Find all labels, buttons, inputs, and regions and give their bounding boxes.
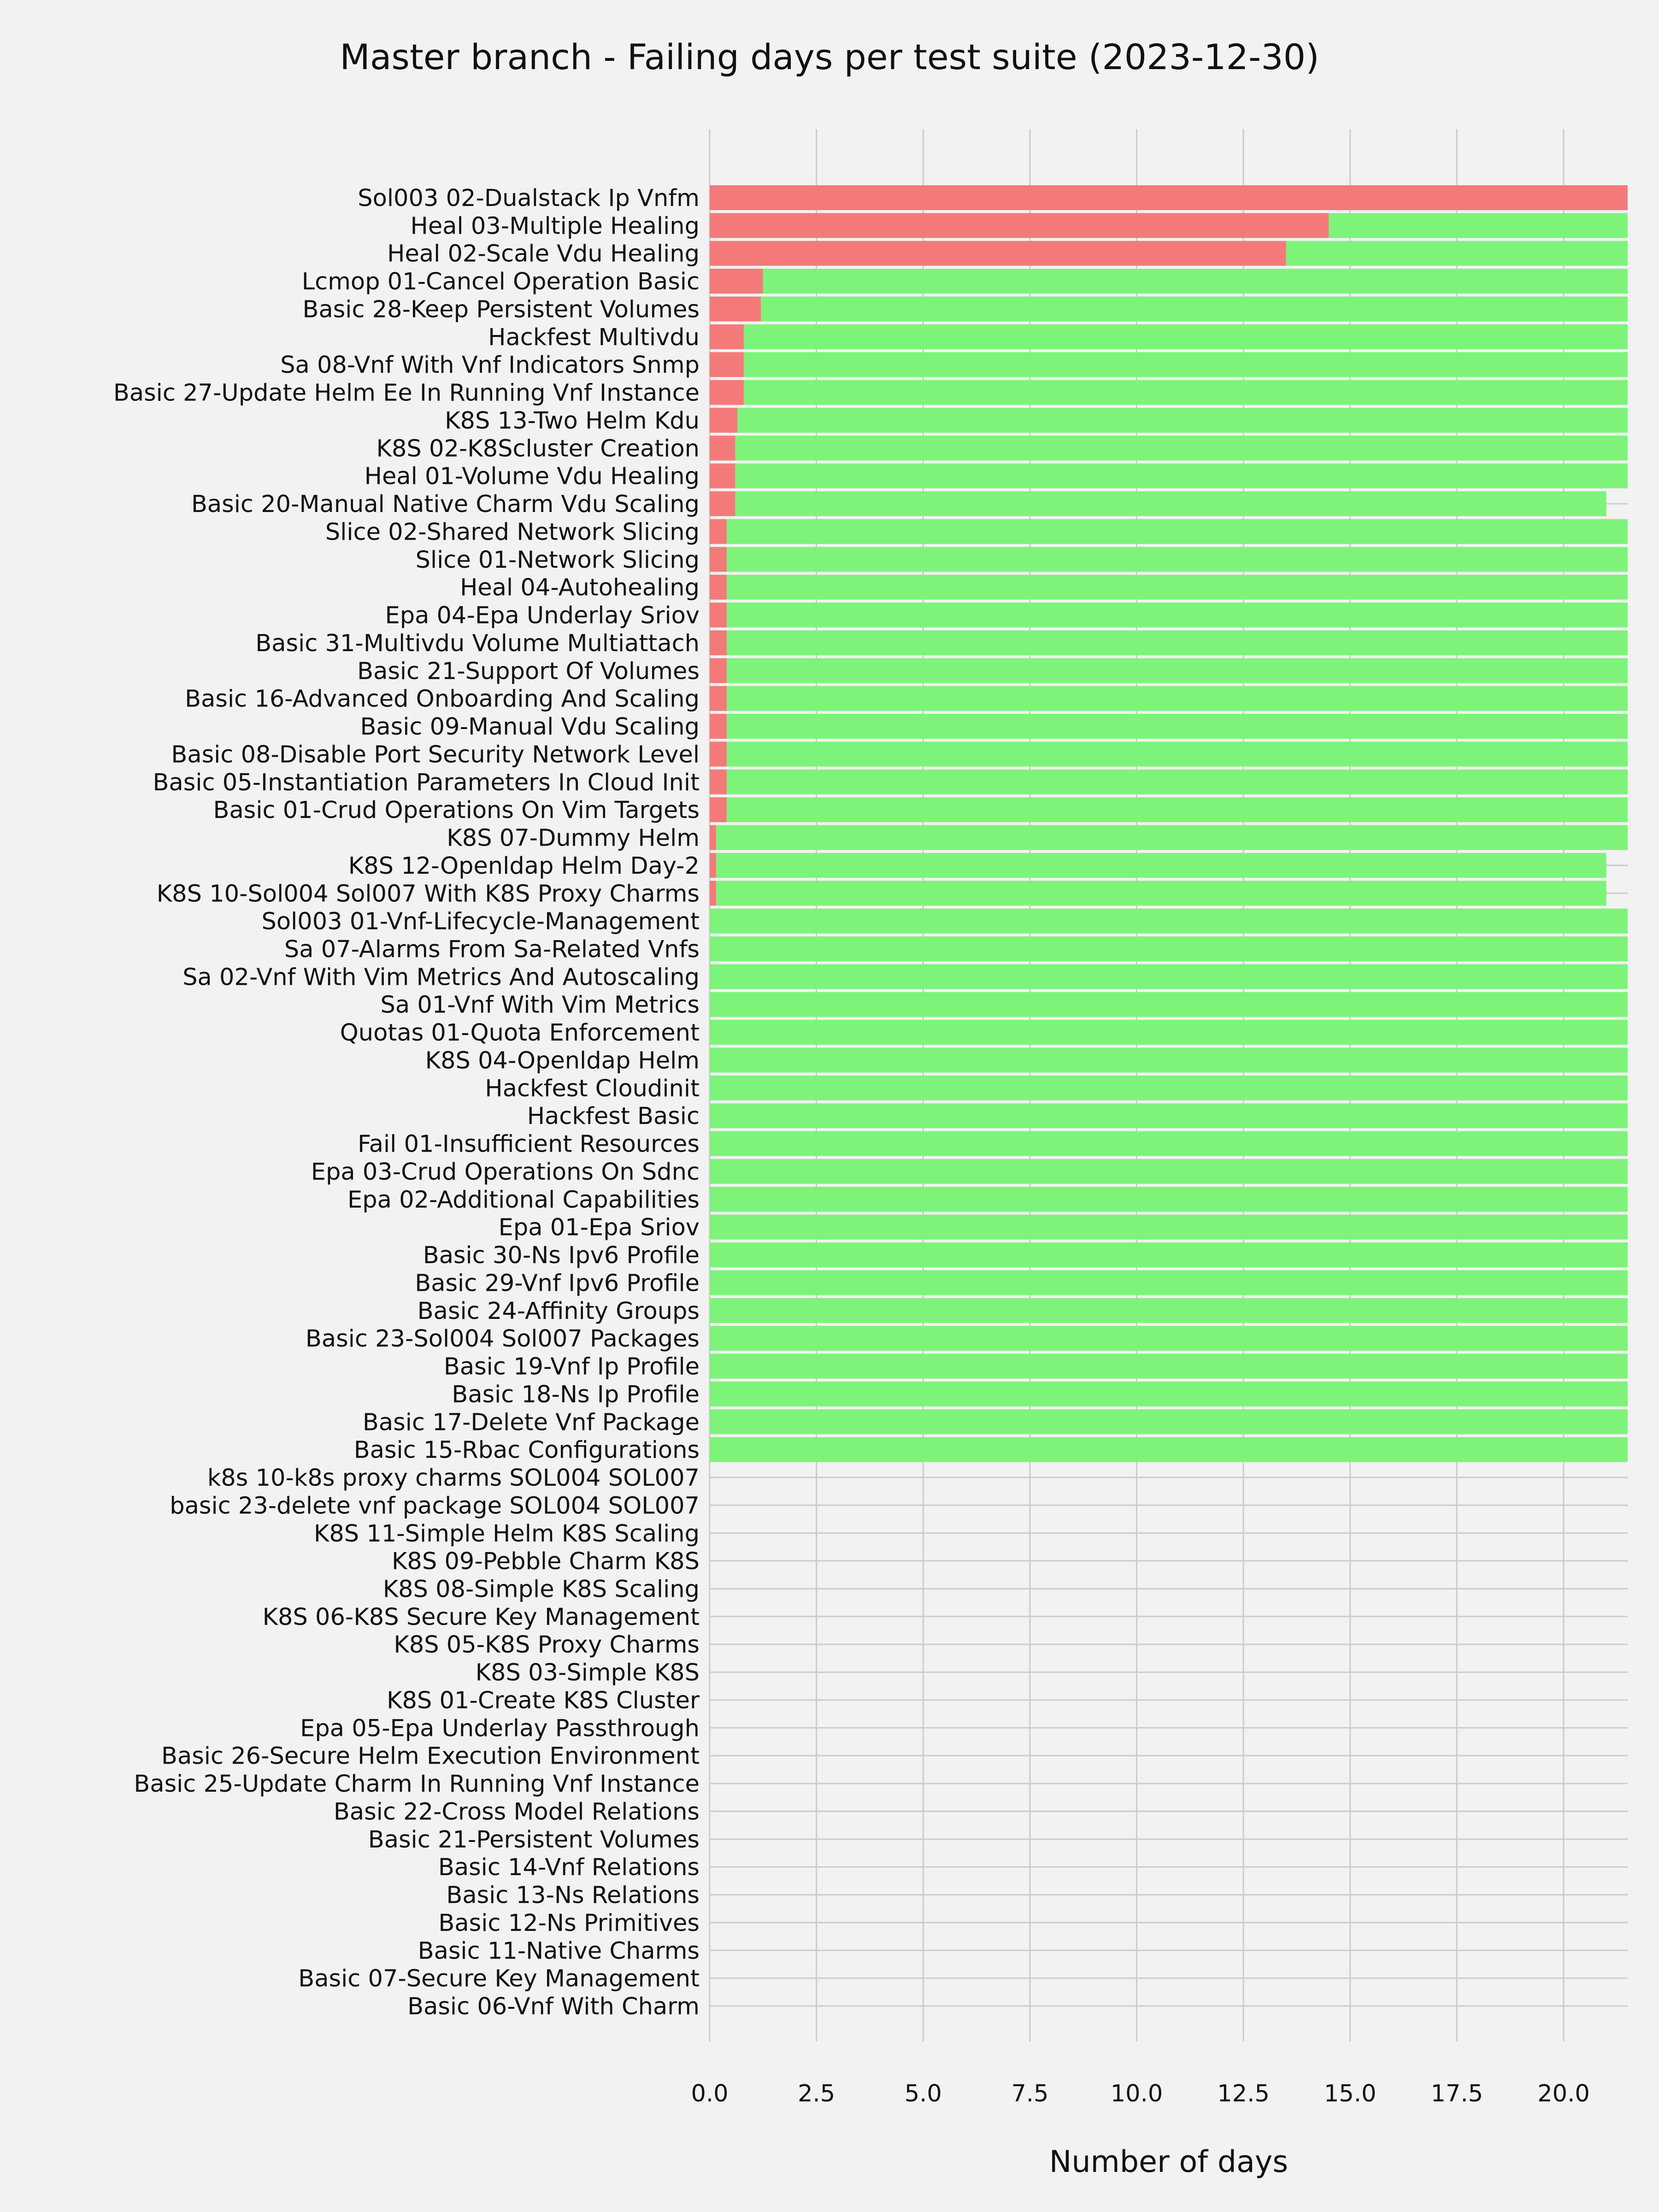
x-tick-label: 7.5	[1011, 2080, 1049, 2107]
bar-pass	[761, 296, 1628, 321]
category-label: Basic 27-Update Helm Ee In Running Vnf Instance	[113, 379, 700, 407]
category-label: Slice 01-Network Slicing	[415, 546, 700, 574]
x-tick-label: 12.5	[1217, 2080, 1270, 2107]
bar-pass	[727, 770, 1628, 794]
category-label: Sol003 01-Vnf-Lifecycle-Management	[261, 908, 700, 935]
category-label: Basic 22-Cross Model Relations	[333, 1798, 700, 1826]
bar-pass	[710, 1020, 1628, 1045]
bar-fail	[710, 853, 716, 878]
bar-fail	[710, 185, 1628, 210]
category-label: Heal 01-Volume Vdu Healing	[364, 463, 700, 490]
bar-fail	[710, 408, 737, 433]
bar-fail	[710, 825, 716, 850]
category-label: K8S 07-Dummy Helm	[447, 824, 700, 852]
x-axis-label: Number of days	[1049, 2145, 1288, 2179]
category-label: K8S 02-K8Scluster Creation	[376, 435, 700, 463]
x-tick-labels	[691, 2080, 1589, 2107]
category-label: Basic 09-Manual Vdu Scaling	[360, 713, 700, 741]
bar-fail	[710, 213, 1329, 238]
bar-fail	[710, 491, 735, 516]
bar-pass	[735, 435, 1628, 460]
bar-pass	[710, 1298, 1628, 1323]
category-label: Hackfest Cloudinit	[485, 1075, 700, 1102]
bar-pass	[710, 909, 1628, 934]
category-label: Fail 01-Insufficient Resources	[358, 1130, 700, 1158]
category-label: Basic 21-Support Of Volumes	[357, 658, 700, 685]
category-label: Basic 18-Ns Ip Profile	[452, 1381, 700, 1408]
bar-pass	[710, 1131, 1628, 1156]
bars-layer	[710, 185, 1628, 1462]
category-label: Slice 02-Shared Network Slicing	[325, 518, 700, 546]
category-label: Basic 07-Secure Key Management	[298, 1965, 700, 1993]
category-label: Basic 24-Affinity Groups	[417, 1297, 700, 1325]
category-label: Quotas 01-Quota Enforcement	[340, 1019, 700, 1047]
bar-pass	[710, 1382, 1628, 1406]
category-label: K8S 01-Create K8S Cluster	[387, 1687, 700, 1714]
bar-fail	[710, 714, 727, 739]
bar-pass	[710, 1159, 1628, 1184]
bar-pass	[727, 603, 1628, 628]
bar-fail	[710, 296, 761, 321]
bar-fail	[710, 269, 763, 294]
bar-pass	[737, 408, 1628, 433]
bar-pass	[710, 1270, 1628, 1295]
bar-pass	[710, 1409, 1628, 1434]
x-tick-label: 2.5	[798, 2080, 835, 2107]
bar-pass	[716, 853, 1606, 878]
category-label: K8S 10-Sol004 Sol007 With K8S Proxy Charms	[156, 880, 700, 908]
x-tick-label: 17.5	[1430, 2080, 1483, 2107]
bar-pass	[744, 324, 1628, 349]
category-label: Basic 30-Ns Ipv6 Profile	[423, 1242, 700, 1270]
category-label: K8S 05-K8S Proxy Charms	[394, 1631, 700, 1659]
category-label: Basic 21-Persistent Volumes	[368, 1826, 700, 1853]
category-label: Basic 01-Crud Operations On Vim Targets	[213, 797, 700, 824]
category-label: Epa 05-Epa Underlay Passthrough	[300, 1715, 700, 1742]
bar-fail	[710, 352, 744, 377]
bar-pass	[710, 1242, 1628, 1267]
category-label: Heal 02-Scale Vdu Healing	[387, 240, 700, 268]
category-label: Sa 01-Vnf With Vim Metrics	[380, 991, 700, 1019]
bar-fail	[710, 435, 735, 460]
bar-pass	[727, 714, 1628, 739]
bar-pass	[727, 658, 1628, 683]
category-label: Basic 12-Ns Primitives	[438, 1909, 700, 1937]
category-label: Lcmop 01-Cancel Operation Basic	[301, 268, 700, 296]
category-label: Epa 02-Additional Capabilities	[347, 1186, 700, 1214]
bar-pass	[710, 1215, 1628, 1240]
category-label: K8S 13-Two Helm Kdu	[445, 407, 700, 435]
bar-pass	[710, 936, 1628, 961]
bar-fail	[710, 380, 744, 405]
bar-pass	[1329, 213, 1628, 238]
bar-fail	[710, 630, 727, 655]
category-label: Basic 20-Manual Native Charm Vdu Scaling	[191, 491, 700, 518]
category-label: K8S 12-Openldap Helm Day-2	[348, 852, 700, 880]
category-label: Basic 06-Vnf With Charm	[407, 1993, 700, 2021]
bar-pass	[744, 352, 1628, 377]
category-label: Sol003 02-Dualstack Ip Vnfm	[358, 185, 700, 212]
bar-pass	[1286, 241, 1628, 266]
bar-fail	[710, 547, 727, 572]
bar-fail	[710, 575, 727, 600]
category-label: K8S 08-Simple K8S Scaling	[382, 1576, 700, 1603]
bar-fail	[710, 741, 727, 766]
category-label: Basic 11-Native Charms	[418, 1937, 700, 1965]
chart-title: Master branch - Failing days per test suite (2023-12-30)	[340, 36, 1319, 77]
bar-fail	[710, 686, 727, 711]
category-label: Basic 08-Disable Port Security Network Level	[171, 741, 700, 769]
category-label: Basic 15-Rbac Configurations	[353, 1436, 700, 1464]
x-tick-label: 0.0	[691, 2080, 729, 2107]
bar-pass	[727, 686, 1628, 711]
bar-pass	[727, 547, 1628, 572]
category-label: Sa 07-Alarms From Sa-Related Vnfs	[284, 935, 700, 963]
category-label: Basic 19-Vnf Ip Profile	[443, 1353, 700, 1381]
category-label: Basic 26-Secure Helm Execution Environment	[161, 1742, 700, 1770]
bar-pass	[735, 491, 1606, 516]
category-label: Heal 04-Autohealing	[460, 574, 700, 602]
bar-pass	[727, 519, 1628, 544]
category-label: Heal 03-Multiple Healing	[410, 212, 700, 240]
category-label: Basic 13-Ns Relations	[446, 1882, 700, 1909]
category-label: K8S 06-K8S Secure Key Management	[262, 1603, 700, 1631]
x-tick-label: 5.0	[904, 2080, 942, 2107]
bar-pass	[727, 630, 1628, 655]
category-label: Epa 03-Crud Operations On Sdnc	[311, 1158, 700, 1186]
category-label: Basic 17-Delete Vnf Package	[362, 1409, 700, 1436]
bar-pass	[727, 797, 1628, 822]
category-label: basic 23-delete vnf package SOL004 SOL007	[170, 1492, 700, 1520]
bar-fail	[710, 241, 1286, 266]
category-label: Basic 05-Instantiation Parameters In Cloud Init	[153, 769, 700, 796]
category-label: Hackfest Basic	[527, 1103, 700, 1130]
category-label: Basic 23-Sol004 Sol007 Packages	[305, 1325, 700, 1353]
bar-pass	[710, 1437, 1628, 1462]
category-label: Basic 29-Vnf Ipv6 Profile	[415, 1270, 700, 1297]
x-tick-label: 20.0	[1537, 2080, 1590, 2107]
category-label: Basic 16-Advanced Onboarding And Scaling	[185, 685, 700, 713]
bar-pass	[716, 825, 1628, 850]
category-label: Epa 04-Epa Underlay Sriov	[385, 602, 700, 629]
category-label: K8S 04-Openldap Helm	[425, 1047, 700, 1075]
bar-pass	[710, 1187, 1628, 1212]
category-label: Sa 02-Vnf With Vim Metrics And Autoscaling	[182, 964, 700, 991]
bar-pass	[763, 269, 1628, 294]
bar-fail	[710, 797, 727, 822]
bar-pass	[710, 964, 1628, 989]
bar-fail	[710, 881, 716, 906]
category-label: K8S 11-Simple Helm K8S Scaling	[313, 1520, 700, 1547]
bar-fail	[710, 770, 727, 794]
bar-pass	[710, 1354, 1628, 1379]
bar-pass	[710, 1076, 1628, 1100]
bar-pass	[710, 1326, 1628, 1351]
bar-pass	[710, 1103, 1628, 1128]
bar-pass	[727, 741, 1628, 766]
bar-fail	[710, 658, 727, 683]
category-label: Basic 14-Vnf Relations	[438, 1854, 700, 1882]
bar-fail	[710, 324, 744, 349]
bar-pass	[710, 992, 1628, 1017]
bar-pass	[744, 380, 1628, 405]
x-tick-label: 10.0	[1110, 2080, 1163, 2107]
x-tick-label: 15.0	[1324, 2080, 1377, 2107]
category-label: Basic 31-Multivdu Volume Multiattach	[255, 629, 700, 657]
category-label: Basic 25-Update Charm In Running Vnf Instance	[134, 1771, 700, 1798]
bar-pass	[727, 575, 1628, 600]
category-label: Basic 28-Keep Persistent Volumes	[302, 296, 700, 324]
category-label: K8S 03-Simple K8S	[475, 1659, 700, 1687]
bar-pass	[735, 464, 1628, 488]
bar-pass	[710, 1047, 1628, 1072]
bar-fail	[710, 464, 735, 488]
category-label: k8s 10-k8s proxy charms SOL004 SOL007	[207, 1465, 700, 1492]
category-labels	[113, 185, 700, 2020]
category-label: Hackfest Multivdu	[488, 324, 700, 351]
category-label: Epa 01-Epa Sriov	[498, 1214, 700, 1241]
bar-fail	[710, 603, 727, 628]
bar-fail	[710, 519, 727, 544]
category-label: K8S 09-Pebble Charm K8S	[391, 1548, 700, 1576]
category-label: Sa 08-Vnf With Vnf Indicators Snmp	[280, 352, 700, 379]
bar-pass	[716, 881, 1606, 906]
